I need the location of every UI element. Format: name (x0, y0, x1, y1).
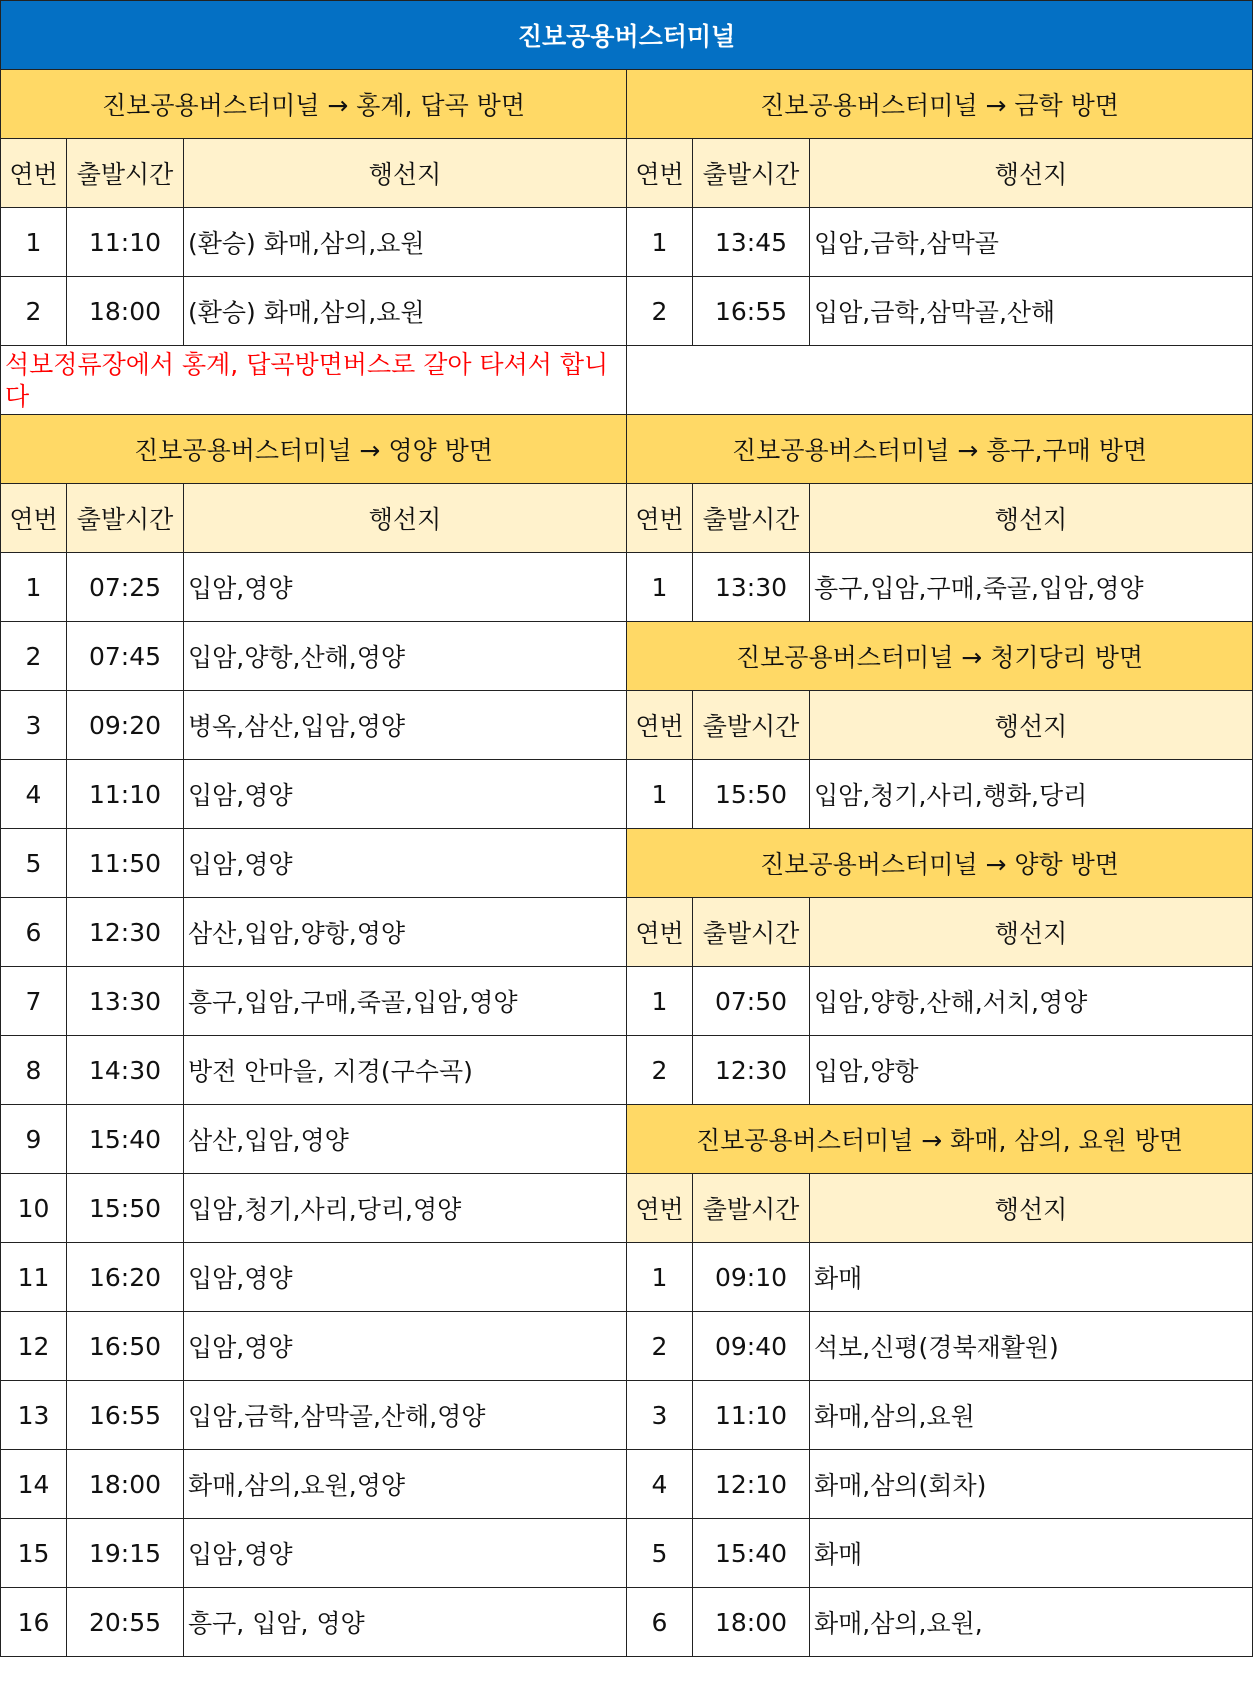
column-header-dest: 행선지 (810, 898, 1253, 967)
column-header-dest: 행선지 (184, 139, 627, 208)
destination: 입암,양항,산해,영양 (184, 622, 627, 691)
departure-time: 18:00 (67, 1450, 184, 1519)
destination: 입암,영양 (184, 760, 627, 829)
destination: 입암,금학,삼막골,산해 (810, 277, 1253, 346)
destination: 흥구, 입암, 영양 (184, 1588, 627, 1657)
row-number: 16 (1, 1588, 67, 1657)
departure-time: 12:10 (693, 1450, 810, 1519)
row-number: 1 (627, 553, 693, 622)
section-title-yanghang: 진보공용버스터미널 → 양항 방면 (627, 829, 1253, 898)
table-row (1, 277, 1253, 346)
row-number: 2 (627, 277, 693, 346)
departure-time: 07:45 (67, 622, 184, 691)
row-number: 9 (1, 1105, 67, 1174)
row-number: 1 (627, 1243, 693, 1312)
departure-time: 18:00 (693, 1588, 810, 1657)
table-row (1, 1105, 1253, 1174)
column-header-time: 출발시간 (693, 691, 810, 760)
table-row (1, 1243, 1253, 1312)
empty-cell (627, 346, 1253, 415)
row-number: 2 (1, 277, 67, 346)
departure-time: 16:20 (67, 1243, 184, 1312)
destination: 입암,양항 (810, 1036, 1253, 1105)
section-title-hwamae: 진보공용버스터미널 → 화매, 삼의, 요원 방면 (627, 1105, 1253, 1174)
table-row (1, 622, 1253, 691)
departure-time: 15:50 (693, 760, 810, 829)
row-number: 3 (627, 1381, 693, 1450)
departure-time: 12:30 (67, 898, 184, 967)
column-header-no: 연번 (1, 139, 67, 208)
row-number: 5 (1, 829, 67, 898)
row-number: 1 (627, 760, 693, 829)
column-header-time: 출발시간 (693, 898, 810, 967)
column-header-dest: 행선지 (810, 484, 1253, 553)
table-row (1, 1519, 1253, 1588)
departure-time: 13:30 (67, 967, 184, 1036)
row-number: 6 (1, 898, 67, 967)
departure-time: 09:40 (693, 1312, 810, 1381)
destination: 병옥,삼산,입암,영양 (184, 691, 627, 760)
column-header-no: 연번 (627, 898, 693, 967)
destination: 입암,영양 (184, 1243, 627, 1312)
departure-time: 11:10 (67, 208, 184, 277)
section-title-cheonggi: 진보공용버스터미널 → 청기당리 방면 (627, 622, 1253, 691)
departure-time: 12:30 (693, 1036, 810, 1105)
column-header-time: 출발시간 (693, 484, 810, 553)
departure-time: 19:15 (67, 1519, 184, 1588)
column-header-no: 연번 (627, 691, 693, 760)
table-row (1, 691, 1253, 760)
row-number: 2 (627, 1036, 693, 1105)
column-header-no: 연번 (627, 139, 693, 208)
destination: 입암,영양 (184, 1312, 627, 1381)
row-number: 4 (627, 1450, 693, 1519)
row-number: 5 (627, 1519, 693, 1588)
section-title-heunggu: 진보공용버스터미널 → 흥구,구매 방면 (627, 415, 1253, 484)
destination: 화매,삼의,요원, (810, 1588, 1253, 1657)
destination: 석보,신평(경북재활원) (810, 1312, 1253, 1381)
row-number: 6 (627, 1588, 693, 1657)
table-row (1, 208, 1253, 277)
section-title-honggye: 진보공용버스터미널 → 홍계, 답곡 방면 (1, 70, 627, 139)
destination: 삼산,입암,영양 (184, 1105, 627, 1174)
departure-time: 15:40 (693, 1519, 810, 1588)
row-number: 13 (1, 1381, 67, 1450)
column-header-no: 연번 (1, 484, 67, 553)
row-number: 14 (1, 1450, 67, 1519)
departure-time: 16:50 (67, 1312, 184, 1381)
row-number: 8 (1, 1036, 67, 1105)
destination: 입암,영양 (184, 829, 627, 898)
destination: 화매,삼의,요원 (810, 1381, 1253, 1450)
column-header-time: 출발시간 (693, 139, 810, 208)
row-number: 1 (627, 967, 693, 1036)
section-title-yeongyang: 진보공용버스터미널 → 영양 방면 (1, 415, 627, 484)
destination: 입암,영양 (184, 553, 627, 622)
departure-time: 16:55 (67, 1381, 184, 1450)
table-row (1, 1450, 1253, 1519)
row-number: 4 (1, 760, 67, 829)
departure-time: 11:10 (67, 760, 184, 829)
table-row (1, 898, 1253, 967)
departure-time: 14:30 (67, 1036, 184, 1105)
row-number: 1 (1, 208, 67, 277)
row-number: 12 (1, 1312, 67, 1381)
destination: 흥구,입암,구매,죽골,입암,영양 (184, 967, 627, 1036)
table-row (1, 967, 1253, 1036)
departure-time: 09:10 (693, 1243, 810, 1312)
destination: 화매 (810, 1243, 1253, 1312)
table-row (1, 1174, 1253, 1243)
destination: 화매 (810, 1519, 1253, 1588)
departure-time: 11:50 (67, 829, 184, 898)
destination: 입암,청기,사리,행화,당리 (810, 760, 1253, 829)
table-row (1, 1036, 1253, 1105)
departure-time: 20:55 (67, 1588, 184, 1657)
row-number: 1 (1, 553, 67, 622)
table-row (1, 1588, 1253, 1657)
table-row (1, 760, 1253, 829)
column-header-dest: 행선지 (810, 1174, 1253, 1243)
column-header-no: 연번 (627, 1174, 693, 1243)
destination: 입암,금학,삼막골,산해,영양 (184, 1381, 627, 1450)
destination: 화매,삼의(회차) (810, 1450, 1253, 1519)
departure-time: 13:45 (693, 208, 810, 277)
departure-time: 15:40 (67, 1105, 184, 1174)
column-header-dest: 행선지 (810, 139, 1253, 208)
table-row (1, 1312, 1253, 1381)
row-number: 10 (1, 1174, 67, 1243)
row-number: 11 (1, 1243, 67, 1312)
destination: 삼산,입암,양항,영양 (184, 898, 627, 967)
table-row (1, 829, 1253, 898)
destination: 입암,영양 (184, 1519, 627, 1588)
table-row (1, 1381, 1253, 1450)
column-header-time: 출발시간 (67, 484, 184, 553)
departure-time: 16:55 (693, 277, 810, 346)
departure-time: 13:30 (693, 553, 810, 622)
row-number: 1 (627, 208, 693, 277)
column-header-dest: 행선지 (184, 484, 627, 553)
table-row (1, 553, 1253, 622)
section-title-geumhak: 진보공용버스터미널 → 금학 방면 (627, 70, 1253, 139)
departure-time: 09:20 (67, 691, 184, 760)
column-header-time: 출발시간 (693, 1174, 810, 1243)
destination: 입암,청기,사리,당리,영양 (184, 1174, 627, 1243)
destination: 입암,양항,산해,서치,영양 (810, 967, 1253, 1036)
row-number: 2 (627, 1312, 693, 1381)
departure-time: 07:50 (693, 967, 810, 1036)
column-header-no: 연번 (627, 484, 693, 553)
destination: (환승) 화매,삼의,요원 (184, 277, 627, 346)
destination: 흥구,입암,구매,죽골,입암,영양 (810, 553, 1253, 622)
destination: 입암,금학,삼막골 (810, 208, 1253, 277)
column-header-time: 출발시간 (67, 139, 184, 208)
row-number: 7 (1, 967, 67, 1036)
page-title: 진보공용버스터미널 (1, 1, 1253, 70)
column-header-dest: 행선지 (810, 691, 1253, 760)
departure-time: 11:10 (693, 1381, 810, 1450)
destination: 화매,삼의,요원,영양 (184, 1450, 627, 1519)
departure-time: 15:50 (67, 1174, 184, 1243)
departure-time: 07:25 (67, 553, 184, 622)
row-number: 3 (1, 691, 67, 760)
row-number: 2 (1, 622, 67, 691)
row-number: 15 (1, 1519, 67, 1588)
departure-time: 18:00 (67, 277, 184, 346)
destination: 방전 안마을, 지경(구수곡) (184, 1036, 627, 1105)
destination: (환승) 화매,삼의,요원 (184, 208, 627, 277)
transfer-note: 석보정류장에서 홍계, 답곡방면버스로 갈아 타셔서 합니다 (1, 346, 627, 415)
